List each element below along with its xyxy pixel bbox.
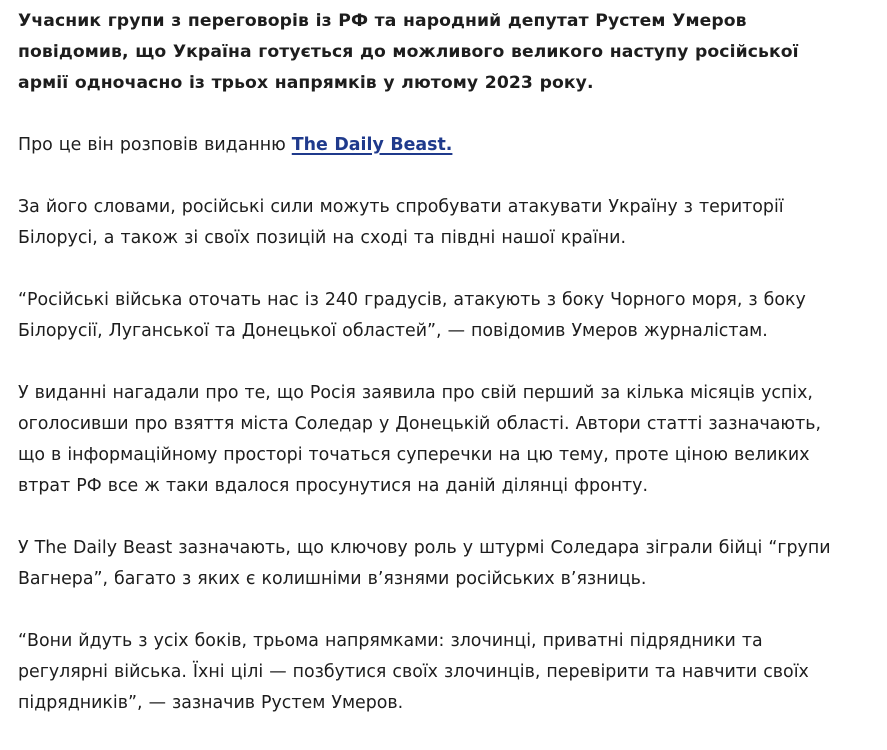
quote-paragraph: “Вони йдуть з усіх боків, трьома напрямками: злочинці, приватні підрядники та регулярні війська. Їхні цілі — позбутися своїх злочинців, перевірити та навчити своїх підрядників”, — зазначив Рустем Умеров. — [18, 631, 809, 713]
quote-paragraph: “Російські війська оточать нас із 240 градусів, атакують з боку Чорного моря, з боку Білорусії, Луганської та Донецької областей”, — повідомив Умеров журналістам. — [18, 290, 806, 341]
source-prefix: Про це він розповів виданню — [18, 135, 292, 155]
daily-beast-link[interactable]: The Daily Beast. — [291, 135, 453, 155]
lead-paragraph: Учасник групи з переговорів із РФ та народний депутат Рустем Умеров повідомив, що Україна готується до можливого великого наступу російської армії одночасно із трьох напрямків у лютому 2023 року. — [18, 11, 799, 93]
body-paragraph: У виданні нагадали про те, що Росія заявила про свій перший за кілька місяців успіх, оголосивши про взяття міста Соледар у Донецькій області. Автори статті зазначають, що в інформаційному просторі точаться суперечки на цю тему, проте ціною великих втрат РФ все ж таки вдалося просунутися на даній ділянці фронту. — [18, 383, 821, 496]
body-paragraph: У The Daily Beast зазначають, що ключову роль у штурмі Соледара зіграли бійці “групи Вагнера”, багато з яких є колишніми в’язнями російських в’язниць. — [18, 538, 831, 589]
article-body — [18, 6, 848, 750]
body-paragraph: За його словами, російські сили можуть спробувати атакувати Україну з території Білорусі, а також зі своїх позицій на сході та півдні нашої країни. — [18, 197, 784, 248]
source-paragraph — [18, 130, 848, 161]
